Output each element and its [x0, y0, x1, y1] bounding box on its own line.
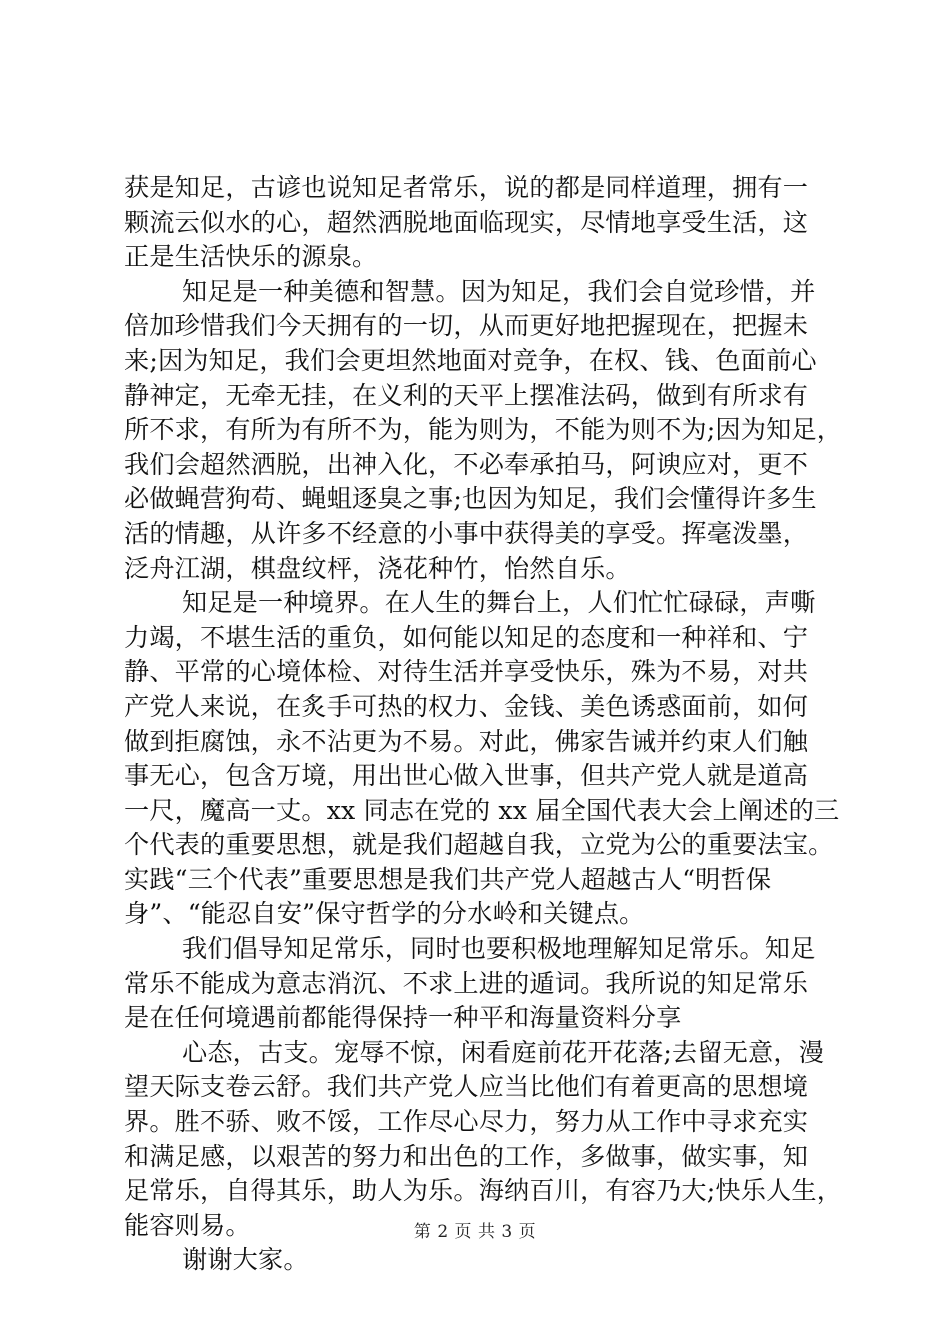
text-line: 所不求，有所为有所不为，能为则为，不能为则不为;因为知足，	[124, 415, 843, 445]
text-line: 活的情趣，从许多不经意的小事中获得美的享受。挥毫泼墨，	[124, 518, 809, 548]
text-line: 产党人来说，在炙手可热的权力、金钱、美色诱惑面前，如何	[124, 691, 809, 721]
text-line: 我们会超然洒脱，出神入化，不必奉承拍马，阿谀应对，更不	[124, 449, 809, 479]
text-line: 实践“三个代表”重要思想是我们共产党人超越古人“明哲保	[124, 864, 772, 894]
text-line: 谢谢大家。	[182, 1245, 309, 1275]
text-line: 倍加珍惜我们今天拥有的一切，从而更好地把握现在，把握未	[124, 311, 809, 341]
text-line: 界。胜不骄、败不馁，工作尽心尽力，努力从工作中寻求充实	[124, 1107, 809, 1137]
text-line: 知足是一种美德和智慧。因为知足，我们会自觉珍惜，并	[182, 276, 816, 306]
text-line: 能容则易。	[124, 1210, 251, 1240]
text-line: 个代表的重要思想，就是我们超越自我，立党为公的重要法宝。	[124, 830, 834, 860]
text-line: 正是生活快乐的源泉。	[124, 242, 378, 272]
text-line: 必做蝇营狗苟、蝇蛆逐臭之事;也因为知足，我们会懂得许多生	[124, 484, 817, 514]
text-line: 来;因为知足，我们会更坦然地面对竞争，在权、钱、色面前心	[124, 345, 817, 375]
body-text	[124, 171, 843, 1278]
page-footer: 第 2 页 共 3 页	[413, 1222, 537, 1242]
text-line: 静神定，无牵无挂，在义利的天平上摆准法码，做到有所求有	[124, 380, 809, 410]
text-line: 事无心，包含万境，用出世心做入世事，但共产党人就是道高	[124, 761, 809, 791]
text-line: 心态，古支。宠辱不惊，闲看庭前花开花落;去留无意，漫	[182, 1037, 825, 1067]
text-line: 和满足感，以艰苦的努力和出色的工作，多做事，做实事，知	[124, 1141, 809, 1171]
text-line: 身”、“能忍自安”保守哲学的分水岭和关键点。	[124, 899, 645, 929]
text-line: 是在任何境遇前都能得保持一种平和海量资料分享	[124, 1003, 682, 1033]
text-line: 获是知足，古谚也说知足者常乐，说的都是同样道理，拥有一	[124, 173, 809, 202]
text-line: 望天际支卷云舒。我们共产党人应当比他们有着更高的思想境	[124, 1072, 809, 1102]
text-line: 常乐不能成为意志消沉、不求上进的遁词。我所说的知足常乐	[124, 968, 809, 998]
text-line: 知足是一种境界。在人生的舞台上，人们忙忙碌碌，声嘶	[182, 588, 816, 618]
text-line: 颗流云似水的心，超然洒脱地面临现实，尽情地享受生活，这	[124, 207, 809, 237]
text-line: 泛舟江湖，棋盘纹枰，浇花种竹，怡然自乐。	[124, 553, 631, 583]
text-line: 做到拒腐蚀，永不沾更为不易。对此，佛家告诫并约束人们触	[124, 726, 809, 756]
text-line: 静、平常的心境体检、对待生活并享受快乐，殊为不易，对共	[124, 657, 809, 687]
text-line: 足常乐，自得其乐，助人为乐。海纳百川，有容乃大;快乐人生，	[124, 1176, 843, 1206]
text-line: 一尺，魔高一丈。xx 同志在党的 xx 届全国代表大会上阐述的三	[124, 795, 840, 825]
text-line: 力竭，不堪生活的重负，如何能以知足的态度和一种祥和、宁	[124, 622, 809, 652]
text-line: 我们倡导知足常乐，同时也要积极地理解知足常乐。知足	[182, 934, 816, 964]
